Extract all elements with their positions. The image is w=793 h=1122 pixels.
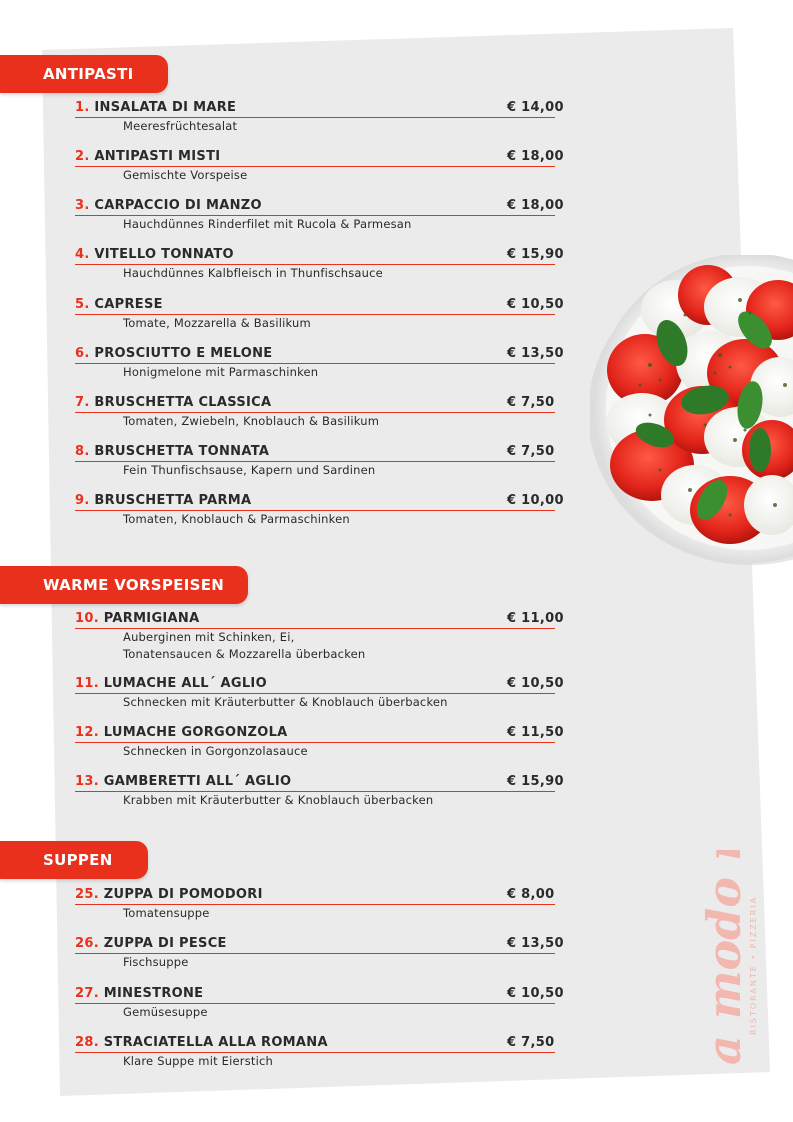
- item-number: 8.: [75, 444, 90, 459]
- item-price: € 13,50: [507, 936, 564, 951]
- item-name: PARMIGIANA: [103, 611, 200, 626]
- item-name: CARPACCIO DI MANZO: [94, 198, 262, 213]
- item-description: Klare Suppe mit Eierstich: [123, 1054, 274, 1068]
- item-price: € 7,50: [507, 395, 555, 410]
- item-number: 12.: [75, 725, 99, 740]
- item-number: 5.: [75, 297, 90, 312]
- item-name: ZUPPA DI PESCE: [103, 936, 227, 951]
- item-name: VITELLO TONNATO: [94, 247, 234, 262]
- menu-item: [75, 985, 564, 1021]
- item-description: Tomate, Mozzarella & Basilikum: [123, 316, 311, 330]
- item-name: BRUSCHETTA CLASSICA: [94, 395, 272, 410]
- menu-item: [75, 443, 555, 479]
- item-price: € 18,00: [507, 149, 564, 164]
- item-price: € 7,50: [507, 444, 555, 459]
- item-description: Tomatensuppe: [123, 906, 210, 920]
- item-description: Schnecken in Gorgonzolasauce: [123, 744, 308, 758]
- menu-item: [75, 886, 555, 922]
- item-description: Honigmelone mit Parmaschinken: [123, 365, 319, 379]
- item-number: 6.: [75, 346, 90, 361]
- item-name: LUMACHE ALL´ AGLIO: [103, 676, 267, 691]
- item-number: 2.: [75, 149, 90, 164]
- item-name: BRUSCHETTA PARMA: [94, 493, 252, 508]
- item-name: LUMACHE GORGONZOLA: [103, 725, 288, 740]
- menu-item: [75, 99, 564, 135]
- item-number: 10.: [75, 611, 99, 626]
- menu-item: [75, 610, 564, 662]
- menu-item: [75, 246, 564, 282]
- menu-item: [75, 345, 564, 381]
- item-name: MINESTRONE: [103, 986, 204, 1001]
- menu-item: [75, 1034, 555, 1070]
- item-description: Schnecken mit Kräuterbutter & Knoblauch überbacken: [123, 695, 448, 709]
- item-number: 27.: [75, 986, 99, 1001]
- menu-item: [75, 296, 564, 332]
- item-description: Meeresfrüchtesalat: [123, 119, 238, 133]
- caprese-plate-image: [590, 255, 793, 565]
- item-number: 1.: [75, 100, 90, 115]
- item-name: INSALATA DI MARE: [94, 100, 237, 115]
- item-name: PROSCIUTTO E MELONE: [94, 346, 273, 361]
- item-description: Tomaten, Knoblauch & Parmaschinken: [123, 512, 350, 526]
- brand-name: a modo mio: [697, 850, 751, 1065]
- item-price: € 18,00: [507, 198, 564, 213]
- menu-item: [75, 724, 564, 760]
- item-price: € 7,50: [507, 1035, 555, 1050]
- menu-item: [75, 394, 555, 430]
- item-price: € 15,90: [507, 774, 564, 789]
- item-description: Hauchdünnes Kalbfleisch in Thunfischsauce: [123, 266, 383, 280]
- item-description: Hauchdünnes Rinderfilet mit Rucola & Parmesan: [123, 217, 412, 231]
- item-name: ZUPPA DI POMODORI: [103, 887, 263, 902]
- item-price: € 10,50: [507, 297, 564, 312]
- menu-item: [75, 148, 564, 184]
- item-number: 13.: [75, 774, 99, 789]
- item-number: 25.: [75, 887, 99, 902]
- item-price: € 8,00: [507, 887, 555, 902]
- item-description: Tonatensaucen & Mozzarella überbacken: [123, 646, 366, 661]
- item-number: 3.: [75, 198, 90, 213]
- item-price: € 11,00: [507, 611, 564, 626]
- section-tab-suppen: SUPPEN: [0, 841, 148, 879]
- item-name: BRUSCHETTA TONNATA: [94, 444, 270, 459]
- item-description: Tomaten, Zwiebeln, Knoblauch & Basilikum: [123, 414, 380, 428]
- item-number: 4.: [75, 247, 90, 262]
- item-description: Gemüsesuppe: [123, 1005, 208, 1019]
- item-description: Krabben mit Kräuterbutter & Knoblauch überbacken: [123, 793, 434, 807]
- item-name: ANTIPASTI MISTI: [94, 149, 221, 164]
- section-tab-warme-vorspeisen: WARME VORSPEISEN: [0, 566, 248, 604]
- item-number: 28.: [75, 1035, 99, 1050]
- item-price: € 13,50: [507, 346, 564, 361]
- menu-item: [75, 197, 564, 233]
- item-price: € 10,50: [507, 676, 564, 691]
- item-description: Fischsuppe: [123, 955, 189, 969]
- menu-item: [75, 675, 564, 711]
- item-number: 26.: [75, 936, 99, 951]
- item-description: Fein Thunfischsause, Kapern und Sardinen: [123, 463, 376, 477]
- item-number: 9.: [75, 493, 90, 508]
- brand-logo-svg: [650, 850, 790, 1065]
- item-name: STRACIATELLA ALLA ROMANA: [103, 1035, 328, 1050]
- brand-logo: [650, 850, 790, 1065]
- item-price: € 14,00: [507, 100, 564, 115]
- item-price: € 10,50: [507, 986, 564, 1001]
- item-description: Auberginen mit Schinken, Ei,: [123, 630, 295, 644]
- brand-tagline: RISTORANTE • PIZZERIA: [749, 895, 758, 1035]
- item-price: € 10,00: [507, 493, 564, 508]
- item-price: € 15,90: [507, 247, 564, 262]
- section-tab-antipasti: ANTIPASTI: [0, 55, 168, 93]
- item-name: CAPRESE: [94, 297, 163, 312]
- item-description: Gemischte Vorspeise: [123, 168, 248, 182]
- item-number: 7.: [75, 395, 90, 410]
- menu-item: [75, 492, 564, 528]
- menu-item: [75, 935, 564, 971]
- item-name: GAMBERETTI ALL´ AGLIO: [103, 774, 292, 789]
- plate-svg: [590, 255, 793, 565]
- item-price: € 11,50: [507, 725, 564, 740]
- menu-item: [75, 773, 564, 809]
- item-number: 11.: [75, 676, 99, 691]
